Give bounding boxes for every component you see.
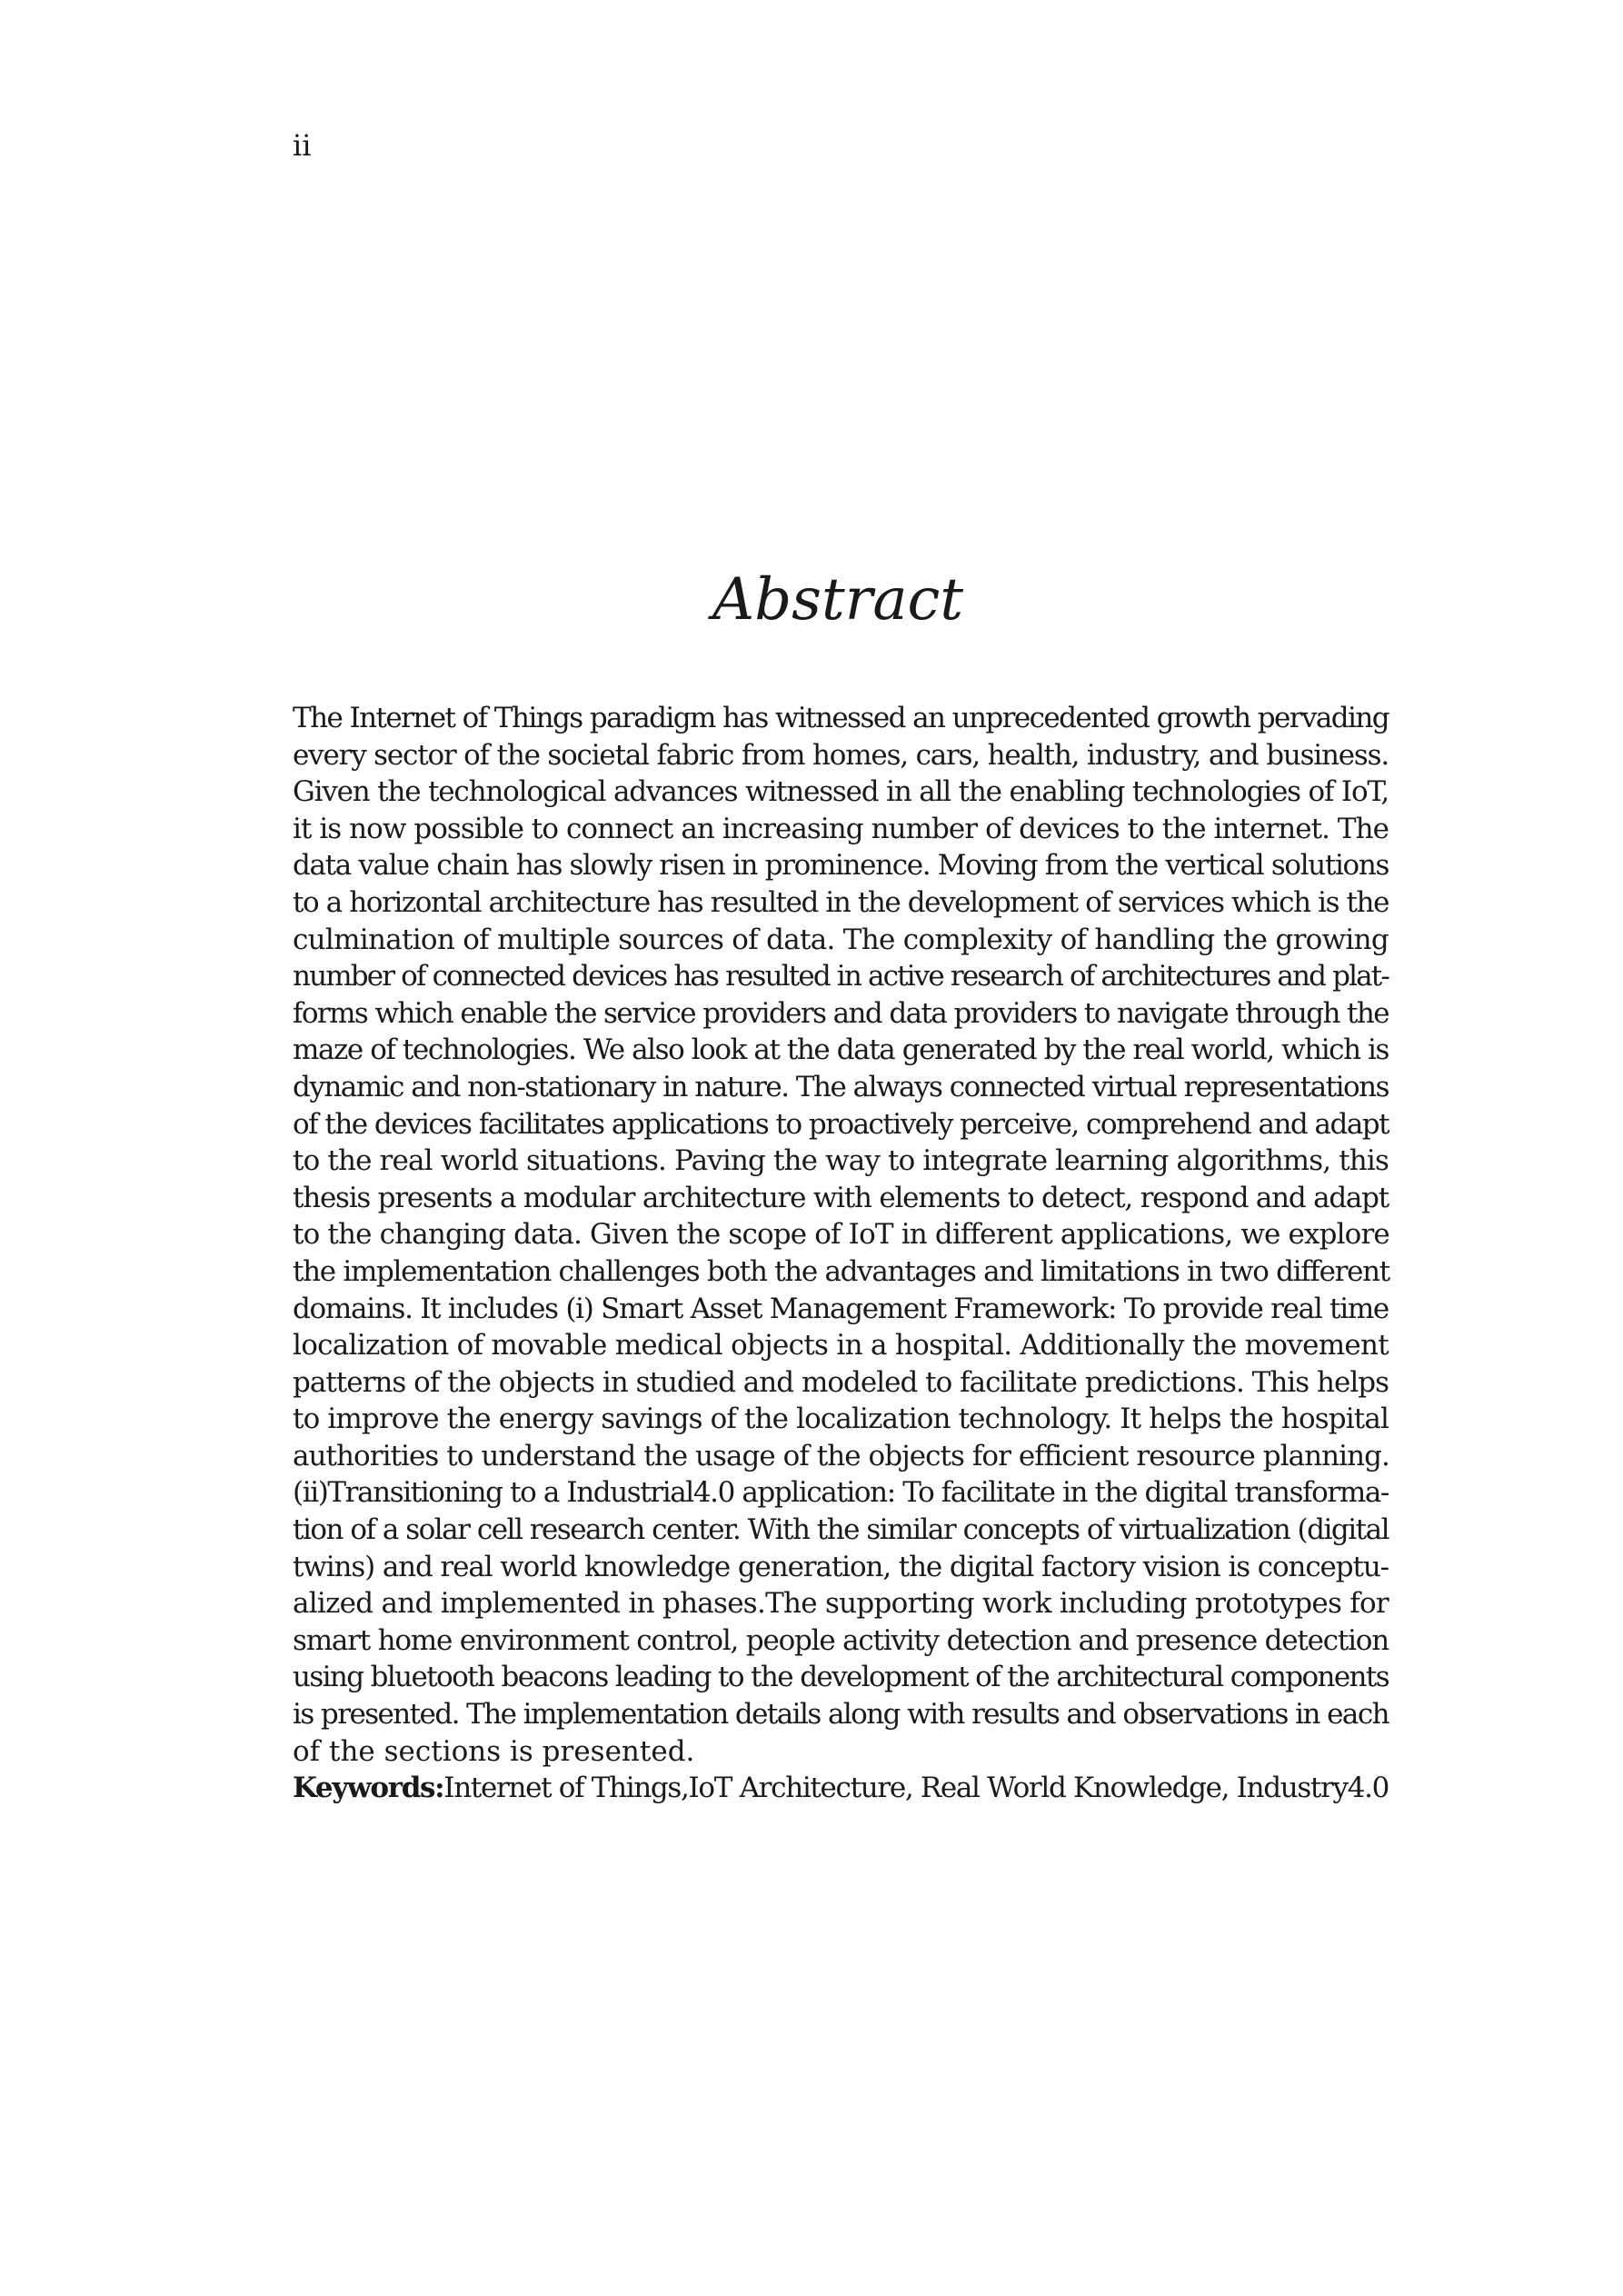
abstract-line: alized and implemented in phases.The supporting work including prototypes for <box>293 1587 1389 1621</box>
abstract-line: the implementation challenges both the advantages and limitations in two different <box>293 1254 1389 1288</box>
abstract-line: localization of movable medical objects in a hospital. Additionally the movement <box>293 1329 1389 1363</box>
keywords-line <box>293 1770 1389 1807</box>
abstract-line: culmination of multiple sources of data. The complexity of handling the growing <box>293 923 1389 956</box>
abstract-line: maze of technologies. We also look at the data generated by the real world, which is <box>293 1033 1389 1067</box>
abstract-line: using bluetooth beacons leading to the development of the architectural components <box>293 1661 1389 1694</box>
abstract-line: domains. It includes (i) Smart Asset Management Framework: To provide real time <box>293 1292 1389 1325</box>
abstract-line: authorities to understand the usage of the objects for efficient resource planning. <box>293 1439 1389 1472</box>
abstract-line: of the sections is presented. <box>293 1734 695 1768</box>
abstract-line: it is now possible to connect an increasing number of devices to the internet. The <box>293 812 1389 845</box>
abstract-line: tion of a solar cell research center. With the similar concepts of virtualization (digital <box>293 1513 1389 1547</box>
abstract-line: to a horizontal architecture has resulted in the development of services which is the <box>293 885 1389 919</box>
abstract-line: forms which enable the service providers and data providers to navigate through the <box>293 996 1389 1030</box>
abstract-title: Abstract <box>712 566 964 634</box>
keywords-label: Keywords: <box>293 1772 444 1805</box>
abstract-line: smart home environment control, people activity detection and presence detection <box>293 1623 1389 1657</box>
abstract-line: Given the technological advances witnessed in all the enabling technologies of IoT, <box>293 775 1389 809</box>
abstract-line: every sector of the societal fabric from homes, cars, health, industry, and business. <box>293 738 1389 772</box>
abstract-line: to the real world situations. Paving the way to integrate learning algorithms, this <box>293 1144 1389 1178</box>
abstract-line: of the devices facilitates applications to proactively perceive, comprehend and adapt <box>293 1107 1389 1141</box>
abstract-line: data value chain has slowly risen in prominence. Moving from the vertical solutions <box>293 849 1389 883</box>
abstract-line: to the changing data. Given the scope of IoT in different applications, we explore <box>293 1218 1389 1252</box>
abstract-line: to improve the energy savings of the localization technology. It helps the hospital <box>293 1403 1389 1436</box>
abstract-line: (ii)Transitioning to a Industrial4.0 application: To facilitate in the digital transforma- <box>293 1476 1389 1510</box>
abstract-line: number of connected devices has resulted in active research of architectures and plat- <box>293 960 1389 993</box>
abstract-line: twins) and real world knowledge generation, the digital factory vision is conceptu- <box>293 1550 1389 1583</box>
abstract-line: patterns of the objects in studied and modeled to facilitate predictions. This helps <box>293 1365 1389 1399</box>
page-number: ii <box>293 128 312 163</box>
abstract-line: dynamic and non-stationary in nature. The always connected virtual representations <box>293 1070 1389 1103</box>
abstract-body <box>293 700 1389 1807</box>
abstract-line: thesis presents a modular architecture with elements to detect, respond and adapt <box>293 1181 1389 1214</box>
keywords-text: Internet of Things,IoT Architecture, Real World Knowledge, Industry4.0 <box>443 1772 1389 1805</box>
abstract-line: is presented. The implementation details along with results and observations in each <box>293 1698 1389 1732</box>
abstract-line: The Internet of Things paradigm has witnessed an unprecedented growth pervading <box>293 702 1389 734</box>
